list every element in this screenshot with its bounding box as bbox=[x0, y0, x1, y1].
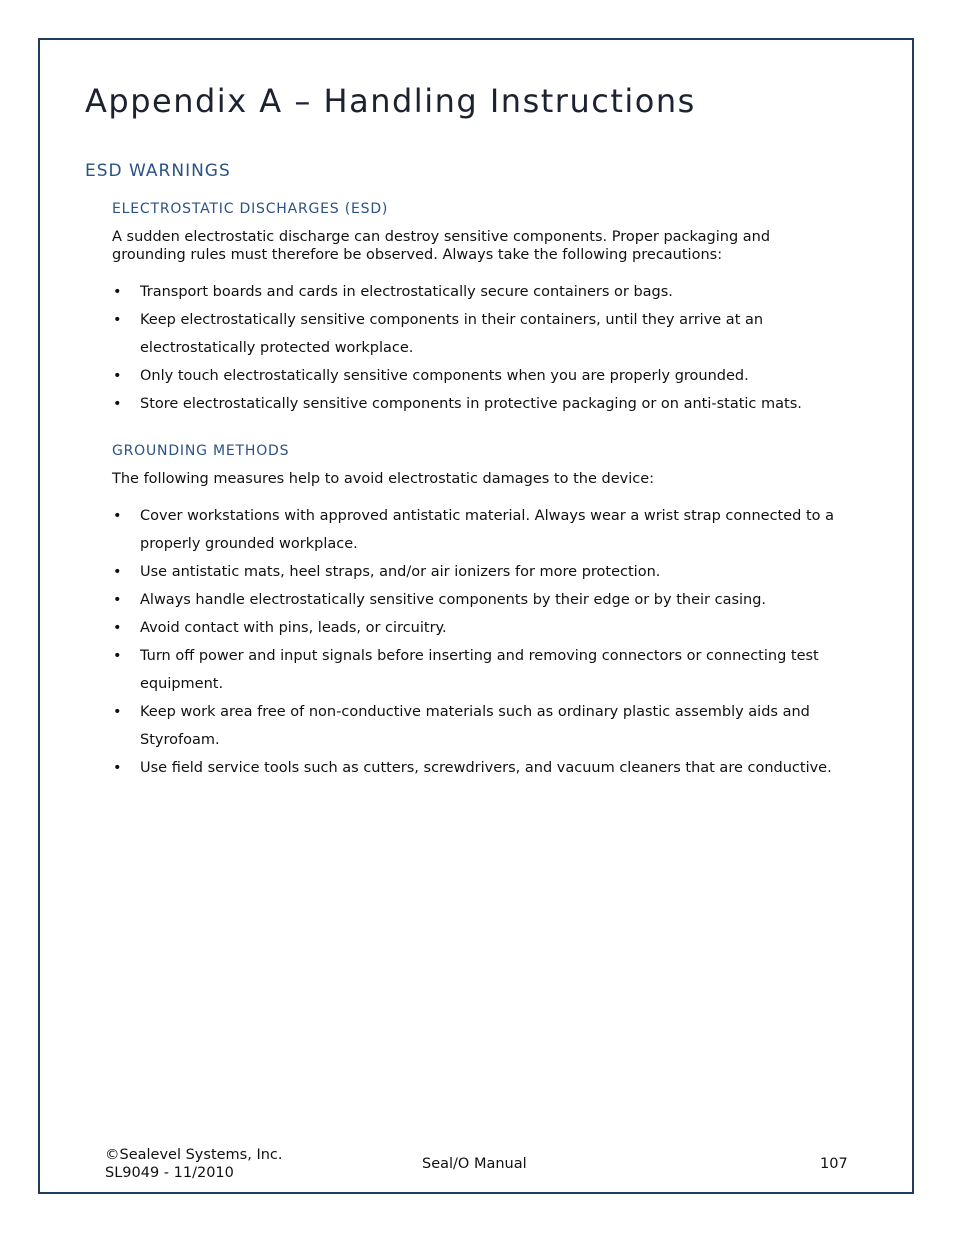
list-item-text: Avoid contact with pins, leads, or circuitry. bbox=[140, 620, 447, 636]
footer-copyright: ©Sealevel Systems, Inc. bbox=[105, 1147, 283, 1163]
subheading-electrostatic-discharges: ELECTROSTATIC DISCHARGES (ESD) bbox=[112, 201, 389, 217]
bullet-icon: • bbox=[113, 564, 122, 580]
grounding-methods-list bbox=[112, 502, 852, 782]
list-item bbox=[112, 502, 852, 558]
list-item-text: Keep work area free of non-conductive materials such as ordinary plastic assembly aids and Styrofoam. bbox=[140, 704, 810, 748]
bullet-icon: • bbox=[113, 368, 122, 384]
bullet-icon: • bbox=[113, 760, 122, 776]
list-item bbox=[112, 362, 852, 390]
list-item-text: Store electrostatically sensitive components in protective packaging or on anti-static mats. bbox=[140, 396, 802, 412]
list-item bbox=[112, 642, 852, 698]
list-item-text: Use antistatic mats, heel straps, and/or air ionizers for more protection. bbox=[140, 564, 661, 580]
list-item-text: Always handle electrostatically sensitive components by their edge or by their casing. bbox=[140, 592, 767, 608]
list-item-text: Cover workstations with approved antistatic material. Always wear a wrist strap connected to a properly grounded workplace. bbox=[140, 508, 835, 552]
page-title: Appendix A – Handling Instructions bbox=[85, 82, 696, 120]
section-heading-esd-warnings: ESD WARNINGS bbox=[85, 161, 231, 181]
list-item bbox=[112, 586, 852, 614]
list-item bbox=[112, 390, 852, 418]
list-item-text: Only touch electrostatically sensitive components when you are properly grounded. bbox=[140, 368, 749, 384]
list-item bbox=[112, 614, 852, 642]
footer-doc-id: SL9049 - 11/2010 bbox=[105, 1165, 234, 1181]
list-item-text: Keep electrostatically sensitive components in their containers, until they arrive at an electrostatically protected workplace. bbox=[140, 312, 764, 356]
bullet-icon: • bbox=[113, 592, 122, 608]
list-item-text: Use field service tools such as cutters, screwdrivers, and vacuum cleaners that are conductive. bbox=[140, 760, 832, 776]
bullet-icon: • bbox=[113, 620, 122, 636]
bullet-icon: • bbox=[113, 284, 122, 300]
list-item bbox=[112, 754, 852, 782]
list-item bbox=[112, 558, 852, 586]
list-item bbox=[112, 698, 852, 754]
footer-copyright-block bbox=[105, 1146, 283, 1182]
footer-page-number: 107 bbox=[820, 1156, 848, 1172]
list-item bbox=[112, 278, 852, 306]
subheading-grounding-methods: GROUNDING METHODS bbox=[112, 443, 290, 459]
bullet-icon: • bbox=[113, 704, 122, 720]
bullet-icon: • bbox=[113, 648, 122, 664]
grounding-intro-paragraph: The following measures help to avoid electrostatic damages to the device: bbox=[112, 471, 655, 487]
bullet-icon: • bbox=[113, 312, 122, 328]
list-item bbox=[112, 306, 852, 362]
list-item-text: Turn off power and input signals before inserting and removing connectors or connecting test equipment. bbox=[140, 648, 819, 692]
esd-intro-paragraph: A sudden electrostatic discharge can destroy sensitive components. Proper packaging and grounding rules must therefore be observed. Always take the following precautions: bbox=[112, 229, 771, 263]
footer-manual-title: Seal/O Manual bbox=[422, 1156, 527, 1172]
esd-precautions-list bbox=[112, 278, 852, 418]
bullet-icon: • bbox=[113, 508, 122, 524]
bullet-icon: • bbox=[113, 396, 122, 412]
list-item-text: Transport boards and cards in electrostatically secure containers or bags. bbox=[140, 284, 673, 300]
